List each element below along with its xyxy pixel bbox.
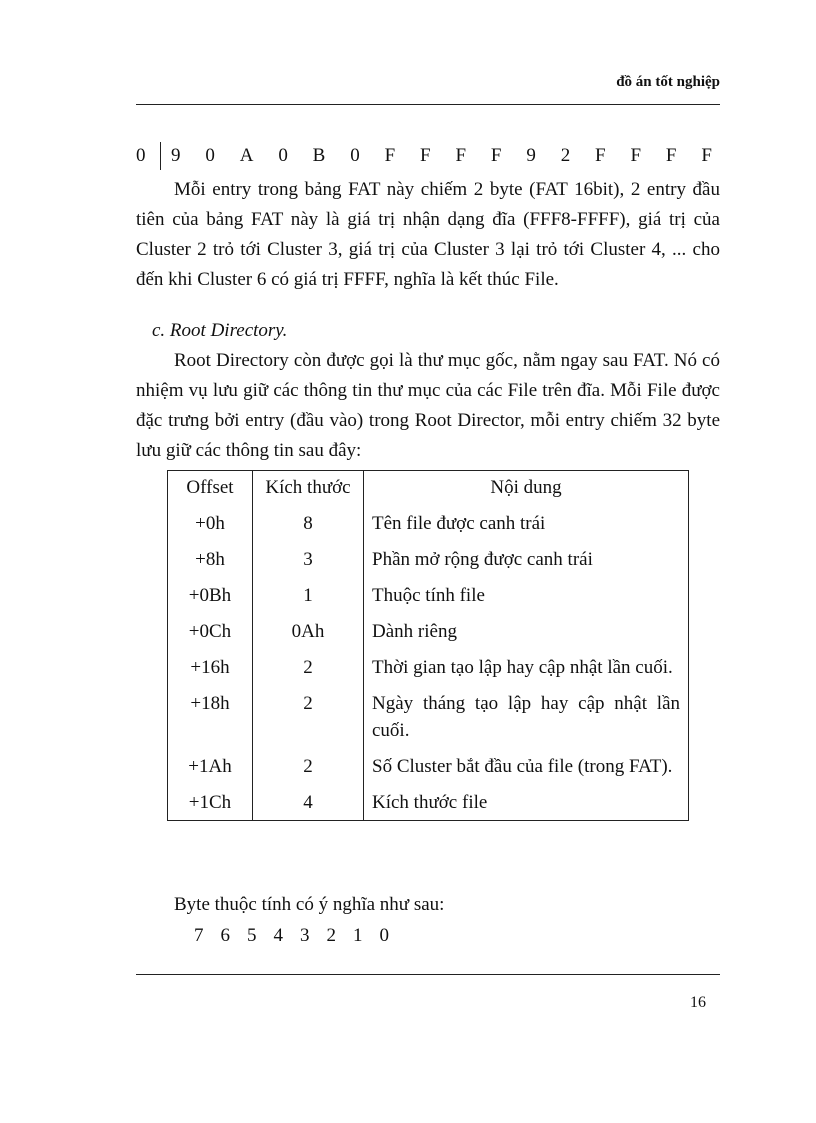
table-row bbox=[168, 685, 689, 748]
cell-content: Thời gian tạo lập hay cập nhật lần cuối. bbox=[364, 649, 689, 685]
table-row bbox=[168, 577, 689, 613]
bit-number: 3 bbox=[300, 925, 310, 946]
hex-value: B bbox=[312, 145, 326, 166]
hex-value: 9 bbox=[171, 145, 181, 166]
bit-number: 6 bbox=[220, 925, 230, 946]
hex-value: F bbox=[384, 145, 396, 166]
hex-value: F bbox=[455, 145, 467, 166]
cell-offset: +0Ch bbox=[168, 613, 253, 649]
page-number: 16 bbox=[690, 994, 706, 1011]
bit-number: 2 bbox=[326, 925, 336, 946]
hex-value: F bbox=[701, 145, 712, 166]
bit-number: 0 bbox=[379, 925, 389, 946]
table-row bbox=[168, 541, 689, 577]
table-row bbox=[168, 748, 689, 784]
cell-size: 2 bbox=[253, 649, 364, 685]
cell-size: 4 bbox=[253, 784, 364, 821]
cell-size: 2 bbox=[253, 685, 364, 748]
cell-size: 0Ah bbox=[253, 613, 364, 649]
cell-content: Dành riêng bbox=[364, 613, 689, 649]
cell-size: 2 bbox=[253, 748, 364, 784]
table-row bbox=[168, 613, 689, 649]
cell-offset: +0h bbox=[168, 505, 253, 541]
cell-offset: +8h bbox=[168, 541, 253, 577]
bit-number: 7 bbox=[194, 925, 204, 946]
cell-offset: +1Ch bbox=[168, 784, 253, 821]
hex-value: F bbox=[630, 145, 642, 166]
footer-rule bbox=[136, 974, 720, 975]
cell-offset: +1Ah bbox=[168, 748, 253, 784]
cell-content: Kích thước file bbox=[364, 784, 689, 821]
column-header-content: Nội dung bbox=[364, 471, 689, 506]
hex-value: 9 bbox=[526, 145, 536, 166]
hex-value: 2 bbox=[560, 145, 571, 166]
hex-value: 0 bbox=[205, 145, 215, 166]
hex-value: A bbox=[239, 145, 254, 166]
hex-values bbox=[171, 145, 720, 167]
hex-value: 0 bbox=[350, 145, 360, 166]
hex-value: F bbox=[420, 145, 431, 166]
cell-size: 3 bbox=[253, 541, 364, 577]
bit-number: 4 bbox=[273, 925, 283, 946]
hex-row-index: 0 bbox=[136, 145, 146, 166]
cell-offset: +0Bh bbox=[168, 577, 253, 613]
running-header: đồ án tốt nghiệp bbox=[616, 74, 720, 90]
cell-content: Thuộc tính file bbox=[364, 577, 689, 613]
cell-content: Phần mở rộng được canh trái bbox=[364, 541, 689, 577]
root-directory-paragraph: Root Directory còn được gọi là thư mục gốc, nằm ngay sau FAT. Nó có nhiệm vụ lưu giữ các thông tin thư mục của các File trên đĩa. Mỗi File được đặc trưng bởi entry (đầu vào) trong Root Director, mỗi entry chiếm 32 byte lưu giữ các thông tin sau đây: bbox=[136, 350, 720, 461]
section-heading: c. Root Directory. bbox=[152, 320, 288, 341]
hex-row-divider bbox=[160, 142, 161, 170]
cell-size: 1 bbox=[253, 577, 364, 613]
table-row bbox=[168, 505, 689, 541]
table-header-row bbox=[168, 471, 689, 506]
column-header-size: Kích thước bbox=[253, 471, 364, 506]
hex-value: F bbox=[665, 145, 677, 166]
hex-value: 0 bbox=[278, 145, 288, 166]
table-row bbox=[168, 649, 689, 685]
hex-value: F bbox=[490, 145, 502, 166]
cell-offset: +16h bbox=[168, 649, 253, 685]
fat-hex-row bbox=[136, 142, 720, 170]
bit-number: 5 bbox=[247, 925, 257, 946]
directory-entry-table bbox=[167, 470, 689, 821]
header-rule bbox=[136, 104, 720, 105]
column-header-offset: Offset bbox=[168, 471, 253, 506]
hex-value: F bbox=[595, 145, 606, 166]
cell-content: Ngày tháng tạo lập hay cập nhật lần cuối. bbox=[364, 685, 689, 748]
fat-explanation-paragraph: Mỗi entry trong bảng FAT này chiếm 2 byte (FAT 16bit), 2 entry đầu tiên của bảng FAT này là giá trị nhận dạng đĩa (FFF8-FFFF), giá trị của Cluster 2 trỏ tới Cluster 3, giá trị của Cluster 3 lại trỏ tới Cluster 4, ... cho đến khi Cluster 6 có giá trị FFFF, nghĩa là kết thúc File. bbox=[136, 179, 720, 290]
table-row bbox=[168, 784, 689, 821]
cell-size: 8 bbox=[253, 505, 364, 541]
cell-content: Tên file được canh trái bbox=[364, 505, 689, 541]
cell-content: Số Cluster bắt đầu của file (trong FAT). bbox=[364, 748, 689, 784]
bit-number: 1 bbox=[353, 925, 363, 946]
attribute-bit-numbers bbox=[194, 925, 389, 947]
cell-offset: +18h bbox=[168, 685, 253, 748]
attribute-byte-intro: Byte thuộc tính có ý nghĩa như sau: bbox=[174, 894, 445, 915]
